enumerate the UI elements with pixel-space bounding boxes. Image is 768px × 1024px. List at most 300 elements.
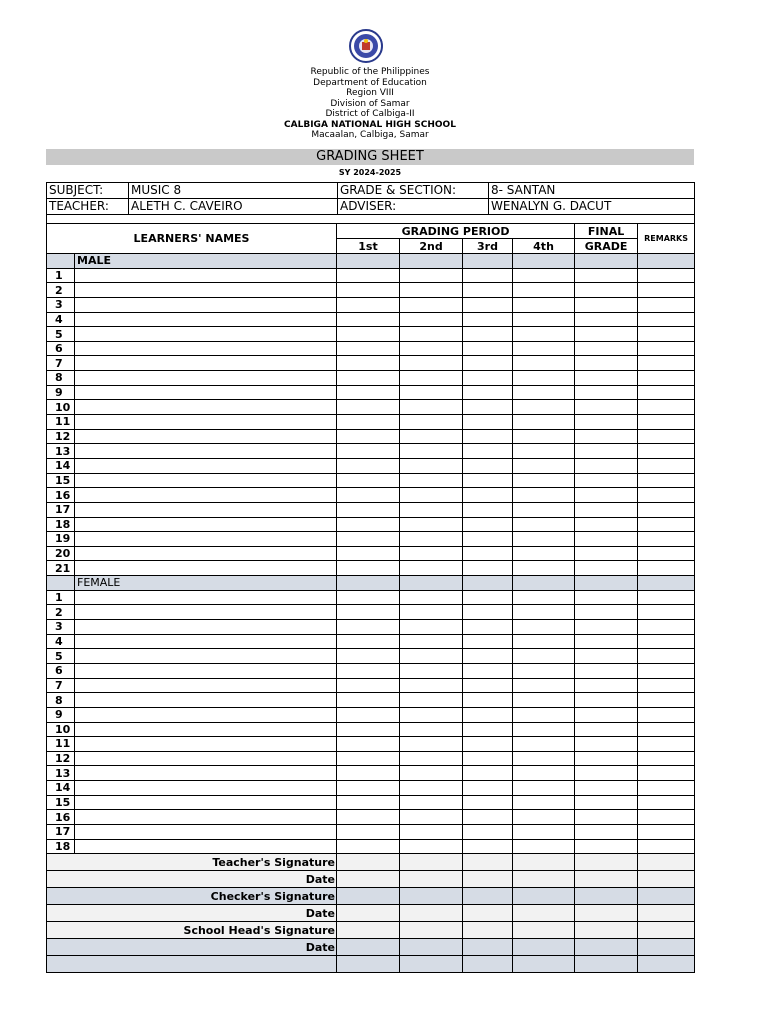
signature-cell[interactable] [638, 854, 695, 871]
grade-cell[interactable] [463, 312, 513, 327]
final-grade-cell[interactable] [575, 473, 638, 488]
grade-cell[interactable] [337, 458, 400, 473]
grade-cell[interactable] [513, 488, 575, 503]
grade-cell[interactable] [337, 268, 400, 283]
grade-cell[interactable] [463, 634, 513, 649]
grade-cell[interactable] [463, 385, 513, 400]
grade-cell[interactable] [400, 737, 463, 752]
grade-cell[interactable] [337, 737, 400, 752]
signature-cell[interactable] [513, 905, 575, 922]
learner-name-cell[interactable] [75, 415, 337, 430]
grade-cell[interactable] [400, 268, 463, 283]
signature-cell[interactable] [575, 922, 638, 939]
grade-cell[interactable] [463, 649, 513, 664]
grade-cell[interactable] [463, 327, 513, 342]
signature-cell[interactable] [575, 939, 638, 956]
grade-cell[interactable] [400, 634, 463, 649]
grade-cell[interactable] [400, 429, 463, 444]
grade-cell[interactable] [400, 444, 463, 459]
grade-cell[interactable] [463, 429, 513, 444]
learner-name-cell[interactable] [75, 458, 337, 473]
signature-cell[interactable] [638, 871, 695, 888]
learner-name-cell[interactable] [75, 737, 337, 752]
final-grade-cell[interactable] [575, 268, 638, 283]
grade-cell[interactable] [513, 693, 575, 708]
grade-cell[interactable] [337, 327, 400, 342]
grade-cell[interactable] [513, 634, 575, 649]
grade-cell[interactable] [337, 605, 400, 620]
final-grade-cell[interactable] [575, 532, 638, 547]
signature-cell[interactable] [337, 939, 400, 956]
final-grade-cell[interactable] [575, 781, 638, 796]
remarks-cell[interactable] [638, 781, 695, 796]
grade-cell[interactable] [400, 824, 463, 839]
signature-cell[interactable] [400, 905, 463, 922]
final-grade-cell[interactable] [575, 488, 638, 503]
grade-cell[interactable] [337, 341, 400, 356]
grade-cell[interactable] [463, 532, 513, 547]
grade-cell[interactable] [513, 297, 575, 312]
learner-name-cell[interactable] [75, 517, 337, 532]
final-grade-cell[interactable] [575, 385, 638, 400]
grade-cell[interactable] [337, 356, 400, 371]
learner-name-cell[interactable] [75, 268, 337, 283]
grade-cell[interactable] [513, 663, 575, 678]
grade-cell[interactable] [337, 751, 400, 766]
grade-cell[interactable] [400, 341, 463, 356]
remarks-cell[interactable] [638, 810, 695, 825]
grade-cell[interactable] [513, 385, 575, 400]
final-grade-cell[interactable] [575, 795, 638, 810]
remarks-cell[interactable] [638, 473, 695, 488]
grade-cell[interactable] [463, 795, 513, 810]
grade-cell[interactable] [463, 590, 513, 605]
grade-cell[interactable] [513, 502, 575, 517]
grade-cell[interactable] [400, 400, 463, 415]
learner-name-cell[interactable] [75, 297, 337, 312]
grade-cell[interactable] [337, 766, 400, 781]
grade-cell[interactable] [337, 532, 400, 547]
learner-name-cell[interactable] [75, 429, 337, 444]
remarks-cell[interactable] [638, 532, 695, 547]
remarks-cell[interactable] [638, 312, 695, 327]
remarks-cell[interactable] [638, 327, 695, 342]
final-grade-cell[interactable] [575, 693, 638, 708]
grade-cell[interactable] [337, 297, 400, 312]
signature-cell[interactable] [575, 888, 638, 905]
remarks-cell[interactable] [638, 371, 695, 386]
grade-cell[interactable] [337, 473, 400, 488]
grade-cell[interactable] [463, 605, 513, 620]
grade-cell[interactable] [400, 312, 463, 327]
remarks-cell[interactable] [638, 297, 695, 312]
final-grade-cell[interactable] [575, 444, 638, 459]
final-grade-cell[interactable] [575, 737, 638, 752]
final-grade-cell[interactable] [575, 678, 638, 693]
learner-name-cell[interactable] [75, 312, 337, 327]
signature-cell[interactable] [638, 888, 695, 905]
grade-cell[interactable] [400, 532, 463, 547]
grade-cell[interactable] [513, 356, 575, 371]
remarks-cell[interactable] [638, 707, 695, 722]
final-grade-cell[interactable] [575, 312, 638, 327]
final-grade-cell[interactable] [575, 605, 638, 620]
grade-cell[interactable] [513, 678, 575, 693]
grade-cell[interactable] [400, 356, 463, 371]
remarks-cell[interactable] [638, 839, 695, 854]
remarks-cell[interactable] [638, 546, 695, 561]
grade-cell[interactable] [400, 502, 463, 517]
grade-cell[interactable] [337, 649, 400, 664]
learner-name-cell[interactable] [75, 561, 337, 576]
final-grade-cell[interactable] [575, 356, 638, 371]
remarks-cell[interactable] [638, 678, 695, 693]
learner-name-cell[interactable] [75, 766, 337, 781]
remarks-cell[interactable] [638, 517, 695, 532]
final-grade-cell[interactable] [575, 766, 638, 781]
grade-cell[interactable] [463, 283, 513, 298]
grade-cell[interactable] [463, 488, 513, 503]
grade-cell[interactable] [513, 590, 575, 605]
learner-name-cell[interactable] [75, 707, 337, 722]
final-grade-cell[interactable] [575, 283, 638, 298]
final-grade-cell[interactable] [575, 649, 638, 664]
final-grade-cell[interactable] [575, 824, 638, 839]
learner-name-cell[interactable] [75, 488, 337, 503]
grade-cell[interactable] [513, 561, 575, 576]
learner-name-cell[interactable] [75, 532, 337, 547]
learner-name-cell[interactable] [75, 502, 337, 517]
grade-cell[interactable] [513, 766, 575, 781]
final-grade-cell[interactable] [575, 400, 638, 415]
remarks-cell[interactable] [638, 649, 695, 664]
learner-name-cell[interactable] [75, 722, 337, 737]
grade-cell[interactable] [400, 517, 463, 532]
signature-cell[interactable] [513, 888, 575, 905]
signature-cell[interactable] [463, 922, 513, 939]
remarks-cell[interactable] [638, 268, 695, 283]
grade-cell[interactable] [463, 781, 513, 796]
grade-cell[interactable] [513, 444, 575, 459]
learner-name-cell[interactable] [75, 327, 337, 342]
grade-cell[interactable] [400, 415, 463, 430]
grade-cell[interactable] [513, 341, 575, 356]
grade-cell[interactable] [513, 532, 575, 547]
learner-name-cell[interactable] [75, 605, 337, 620]
grade-cell[interactable] [463, 678, 513, 693]
grade-cell[interactable] [513, 458, 575, 473]
signature-cell[interactable] [638, 922, 695, 939]
final-grade-cell[interactable] [575, 327, 638, 342]
grade-cell[interactable] [400, 385, 463, 400]
remarks-cell[interactable] [638, 385, 695, 400]
grade-cell[interactable] [337, 429, 400, 444]
remarks-cell[interactable] [638, 429, 695, 444]
grade-cell[interactable] [337, 781, 400, 796]
grade-cell[interactable] [400, 458, 463, 473]
grade-cell[interactable] [337, 561, 400, 576]
grade-cell[interactable] [400, 693, 463, 708]
remarks-cell[interactable] [638, 502, 695, 517]
grade-cell[interactable] [463, 473, 513, 488]
remarks-cell[interactable] [638, 634, 695, 649]
grade-cell[interactable] [463, 722, 513, 737]
learner-name-cell[interactable] [75, 678, 337, 693]
remarks-cell[interactable] [638, 400, 695, 415]
learner-name-cell[interactable] [75, 781, 337, 796]
remarks-cell[interactable] [638, 824, 695, 839]
learner-name-cell[interactable] [75, 473, 337, 488]
grade-cell[interactable] [400, 371, 463, 386]
remarks-cell[interactable] [638, 737, 695, 752]
grade-cell[interactable] [463, 458, 513, 473]
grade-cell[interactable] [400, 297, 463, 312]
signature-cell[interactable] [575, 854, 638, 871]
signature-cell[interactable] [513, 854, 575, 871]
grade-cell[interactable] [337, 707, 400, 722]
grade-cell[interactable] [400, 327, 463, 342]
grade-cell[interactable] [337, 283, 400, 298]
remarks-cell[interactable] [638, 356, 695, 371]
final-grade-cell[interactable] [575, 502, 638, 517]
remarks-cell[interactable] [638, 283, 695, 298]
learner-name-cell[interactable] [75, 590, 337, 605]
learner-name-cell[interactable] [75, 751, 337, 766]
grade-cell[interactable] [337, 693, 400, 708]
grade-cell[interactable] [463, 663, 513, 678]
grade-cell[interactable] [513, 781, 575, 796]
grade-cell[interactable] [513, 517, 575, 532]
remarks-cell[interactable] [638, 605, 695, 620]
final-grade-cell[interactable] [575, 722, 638, 737]
grade-cell[interactable] [400, 839, 463, 854]
grade-cell[interactable] [513, 649, 575, 664]
grade-cell[interactable] [337, 385, 400, 400]
grade-cell[interactable] [400, 546, 463, 561]
grade-cell[interactable] [400, 678, 463, 693]
grade-cell[interactable] [463, 502, 513, 517]
remarks-cell[interactable] [638, 444, 695, 459]
learner-name-cell[interactable] [75, 663, 337, 678]
grade-cell[interactable] [400, 751, 463, 766]
grade-cell[interactable] [400, 488, 463, 503]
learner-name-cell[interactable] [75, 444, 337, 459]
grade-cell[interactable] [337, 663, 400, 678]
grade-cell[interactable] [463, 824, 513, 839]
learner-name-cell[interactable] [75, 356, 337, 371]
remarks-cell[interactable] [638, 590, 695, 605]
remarks-cell[interactable] [638, 620, 695, 635]
grade-cell[interactable] [513, 371, 575, 386]
grade-cell[interactable] [463, 839, 513, 854]
grade-cell[interactable] [337, 722, 400, 737]
signature-cell[interactable] [575, 871, 638, 888]
grade-cell[interactable] [337, 502, 400, 517]
grade-cell[interactable] [337, 371, 400, 386]
signature-cell[interactable] [513, 922, 575, 939]
grade-cell[interactable] [400, 590, 463, 605]
grade-cell[interactable] [463, 268, 513, 283]
grade-cell[interactable] [400, 781, 463, 796]
learner-name-cell[interactable] [75, 341, 337, 356]
grade-cell[interactable] [463, 371, 513, 386]
grade-cell[interactable] [463, 356, 513, 371]
final-grade-cell[interactable] [575, 561, 638, 576]
grade-cell[interactable] [463, 707, 513, 722]
final-grade-cell[interactable] [575, 634, 638, 649]
remarks-cell[interactable] [638, 341, 695, 356]
learner-name-cell[interactable] [75, 371, 337, 386]
grade-cell[interactable] [513, 824, 575, 839]
learner-name-cell[interactable] [75, 620, 337, 635]
grade-cell[interactable] [337, 678, 400, 693]
signature-cell[interactable] [463, 871, 513, 888]
grade-cell[interactable] [513, 810, 575, 825]
grade-cell[interactable] [400, 605, 463, 620]
grade-cell[interactable] [337, 824, 400, 839]
learner-name-cell[interactable] [75, 795, 337, 810]
signature-cell[interactable] [513, 939, 575, 956]
remarks-cell[interactable] [638, 458, 695, 473]
grade-cell[interactable] [463, 297, 513, 312]
grade-cell[interactable] [513, 546, 575, 561]
remarks-cell[interactable] [638, 488, 695, 503]
final-grade-cell[interactable] [575, 517, 638, 532]
remarks-cell[interactable] [638, 722, 695, 737]
learner-name-cell[interactable] [75, 385, 337, 400]
signature-cell[interactable] [463, 939, 513, 956]
signature-cell[interactable] [400, 871, 463, 888]
learner-name-cell[interactable] [75, 839, 337, 854]
final-grade-cell[interactable] [575, 810, 638, 825]
remarks-cell[interactable] [638, 415, 695, 430]
signature-cell[interactable] [463, 905, 513, 922]
grade-cell[interactable] [400, 649, 463, 664]
signature-cell[interactable] [400, 939, 463, 956]
signature-cell[interactable] [337, 854, 400, 871]
grade-cell[interactable] [513, 473, 575, 488]
learner-name-cell[interactable] [75, 546, 337, 561]
grade-cell[interactable] [337, 546, 400, 561]
signature-cell[interactable] [400, 854, 463, 871]
grade-cell[interactable] [463, 561, 513, 576]
final-grade-cell[interactable] [575, 297, 638, 312]
remarks-cell[interactable] [638, 766, 695, 781]
grade-cell[interactable] [513, 312, 575, 327]
final-grade-cell[interactable] [575, 751, 638, 766]
grade-cell[interactable] [400, 766, 463, 781]
grade-cell[interactable] [337, 839, 400, 854]
grade-cell[interactable] [513, 605, 575, 620]
signature-cell[interactable] [513, 871, 575, 888]
grade-cell[interactable] [400, 473, 463, 488]
grade-cell[interactable] [513, 400, 575, 415]
signature-cell[interactable] [463, 888, 513, 905]
remarks-cell[interactable] [638, 561, 695, 576]
grade-cell[interactable] [463, 415, 513, 430]
grade-cell[interactable] [513, 839, 575, 854]
grade-cell[interactable] [463, 400, 513, 415]
grade-cell[interactable] [400, 810, 463, 825]
grade-cell[interactable] [513, 707, 575, 722]
remarks-cell[interactable] [638, 795, 695, 810]
grade-cell[interactable] [337, 620, 400, 635]
grade-cell[interactable] [463, 751, 513, 766]
remarks-cell[interactable] [638, 751, 695, 766]
learner-name-cell[interactable] [75, 400, 337, 415]
grade-cell[interactable] [400, 795, 463, 810]
final-grade-cell[interactable] [575, 707, 638, 722]
grade-cell[interactable] [513, 415, 575, 430]
final-grade-cell[interactable] [575, 620, 638, 635]
grade-cell[interactable] [337, 400, 400, 415]
grade-cell[interactable] [513, 620, 575, 635]
signature-cell[interactable] [337, 888, 400, 905]
final-grade-cell[interactable] [575, 546, 638, 561]
grade-cell[interactable] [513, 283, 575, 298]
grade-cell[interactable] [400, 283, 463, 298]
signature-cell[interactable] [463, 854, 513, 871]
final-grade-cell[interactable] [575, 458, 638, 473]
signature-cell[interactable] [400, 888, 463, 905]
signature-cell[interactable] [337, 922, 400, 939]
signature-cell[interactable] [337, 871, 400, 888]
grade-cell[interactable] [463, 810, 513, 825]
remarks-cell[interactable] [638, 693, 695, 708]
grade-cell[interactable] [463, 766, 513, 781]
signature-cell[interactable] [638, 905, 695, 922]
grade-cell[interactable] [400, 561, 463, 576]
grade-cell[interactable] [513, 268, 575, 283]
signature-cell[interactable] [575, 905, 638, 922]
grade-cell[interactable] [463, 693, 513, 708]
signature-cell[interactable] [337, 905, 400, 922]
grade-cell[interactable] [513, 429, 575, 444]
grade-cell[interactable] [337, 488, 400, 503]
grade-cell[interactable] [337, 810, 400, 825]
learner-name-cell[interactable] [75, 283, 337, 298]
grade-cell[interactable] [337, 312, 400, 327]
grade-cell[interactable] [463, 341, 513, 356]
final-grade-cell[interactable] [575, 371, 638, 386]
grade-cell[interactable] [337, 795, 400, 810]
grade-cell[interactable] [513, 722, 575, 737]
grade-cell[interactable] [337, 517, 400, 532]
grade-cell[interactable] [513, 737, 575, 752]
grade-cell[interactable] [463, 620, 513, 635]
final-grade-cell[interactable] [575, 663, 638, 678]
grade-cell[interactable] [463, 517, 513, 532]
grade-cell[interactable] [513, 751, 575, 766]
grade-cell[interactable] [337, 634, 400, 649]
final-grade-cell[interactable] [575, 839, 638, 854]
signature-cell[interactable] [400, 922, 463, 939]
final-grade-cell[interactable] [575, 429, 638, 444]
learner-name-cell[interactable] [75, 824, 337, 839]
grade-cell[interactable] [337, 444, 400, 459]
grade-cell[interactable] [400, 620, 463, 635]
final-grade-cell[interactable] [575, 415, 638, 430]
grade-cell[interactable] [337, 590, 400, 605]
grade-cell[interactable] [513, 795, 575, 810]
learner-name-cell[interactable] [75, 634, 337, 649]
grade-cell[interactable] [513, 327, 575, 342]
grade-cell[interactable] [400, 663, 463, 678]
signature-cell[interactable] [638, 939, 695, 956]
learner-name-cell[interactable] [75, 693, 337, 708]
learner-name-cell[interactable] [75, 649, 337, 664]
grade-cell[interactable] [337, 415, 400, 430]
